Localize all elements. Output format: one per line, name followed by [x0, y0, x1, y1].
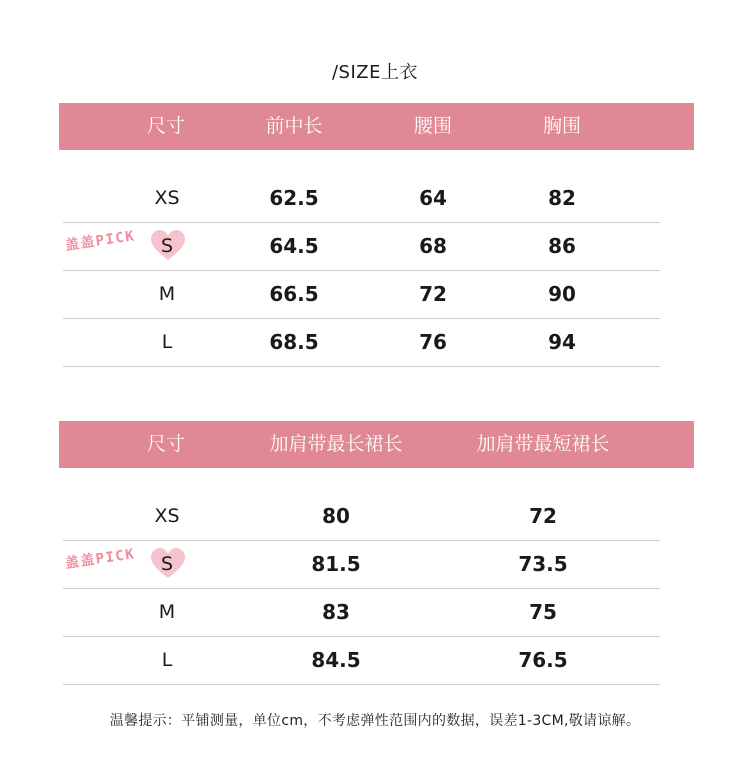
value-cell: 76.5	[518, 648, 568, 672]
value-cell: 84.5	[311, 648, 361, 672]
value-cell: 94	[548, 330, 576, 354]
value-cell: 90	[548, 282, 576, 306]
value-cell: 66.5	[269, 282, 319, 306]
table-row	[63, 223, 660, 271]
table-row	[63, 637, 660, 685]
table-header	[59, 421, 694, 468]
table-row	[63, 493, 660, 541]
value-cell: 75	[529, 600, 557, 624]
value-cell: 82	[548, 186, 576, 210]
size-cell: L	[161, 649, 173, 671]
table-row	[63, 271, 660, 319]
table-row	[63, 319, 660, 367]
table-row	[63, 175, 660, 223]
value-cell: 64.5	[269, 234, 319, 258]
value-cell: 64	[419, 186, 447, 210]
size-cell: M	[158, 283, 176, 305]
value-cell: 62.5	[269, 186, 319, 210]
size-cell: L	[161, 331, 173, 353]
value-cell: 86	[548, 234, 576, 258]
size-table-top	[59, 103, 694, 367]
footnote: 温馨提示：平铺测量，单位cm，不考虑弹性范围内的数据，误差1-3CM,敬请谅解。	[109, 713, 641, 729]
header-bust: 胸围	[542, 115, 582, 137]
value-cell: 68.5	[269, 330, 319, 354]
size-cell: M	[158, 601, 176, 623]
value-cell: 76	[419, 330, 447, 354]
table-row	[63, 589, 660, 637]
size-cell: S	[160, 553, 174, 575]
value-cell: 72	[419, 282, 447, 306]
value-cell: 81.5	[311, 552, 361, 576]
size-table-bottom	[59, 421, 694, 685]
header-size: 尺寸	[146, 115, 186, 137]
pick-label: 盖盖PICK	[64, 546, 137, 572]
size-cell: S	[160, 235, 174, 257]
header-front-length: 前中长	[265, 115, 323, 137]
header-max-skirt-length: 加肩带最长裙长	[269, 433, 403, 455]
header-min-skirt-length: 加肩带最短裙长	[476, 433, 610, 455]
pick-label: 盖盖PICK	[64, 228, 137, 254]
size-cell: XS	[154, 187, 180, 209]
table-header	[59, 103, 694, 150]
header-size: 尺寸	[146, 433, 186, 455]
value-cell: 80	[322, 504, 350, 528]
value-cell: 73.5	[518, 552, 568, 576]
value-cell: 72	[529, 504, 557, 528]
table-row	[63, 541, 660, 589]
header-waist: 腰围	[413, 115, 453, 137]
page-title: /SIZE上衣	[331, 62, 418, 83]
value-cell: 83	[322, 600, 350, 624]
size-cell: XS	[154, 505, 180, 527]
value-cell: 68	[419, 234, 447, 258]
